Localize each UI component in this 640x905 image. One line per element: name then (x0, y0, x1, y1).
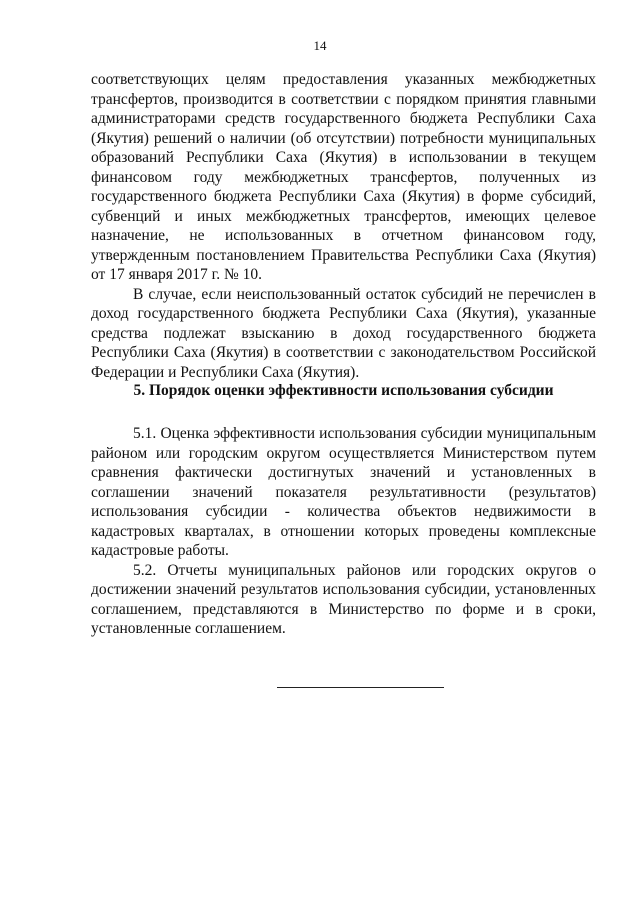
body-text-top (91, 70, 596, 382)
paragraph-unused-balance: В случае, если неиспользованный остаток субсидий не перечислен в доход государственного бюджета Республики Саха (Якутия), указанные средства подлежат взысканию в доход государственного бюджета Республики Саха (Якутия) в соответствии с законодательством Российской Федерации и Республики Саха (Якутия). (91, 285, 596, 381)
paragraph-5-1: 5.1. Оценка эффективности использования субсидии муниципальным районом или городским округом осуществляется Министерством путем сравнения фактически достигнутых значений и установленных в соглашении значений показателя результативности (результатов) использования субсидии - количества объектов недвижимости в кадастровых кварталах, в отношении которых проведены комплексные кадастровые работы. (91, 425, 596, 559)
section-heading: 5. Порядок оценки эффективности использования субсидии (133, 382, 554, 399)
paragraph-5-2: 5.2. Отчеты муниципальных районов или городских округов о достижении значений результатов использования субсидии, установленных соглашением, представляются в Министерство по форме и в сроки, установленные соглашением. (91, 561, 596, 637)
paragraph-continuation: соответствующих целям предоставления указанных межбюджетных трансфертов, производится в соответствии с порядком принятия главными администраторами средств государственного бюджета Республики Саха (Якутия) решений о наличии (об отсутствии) потребности муниципальных образований Республики Саха (Якутия) в использовании в текущем финансовом году межбюджетных трансфертов, полученных из государственного бюджета Республики Саха (Якутия) в форме субсидий, субвенций и иных межбюджетных трансфертов, имеющих целевое назначение, не использованных в отчетном финансовом году, утвержденным постановлением Правительства Республики Саха (Якутия) от 17 января 2017 г. № 10. (91, 71, 596, 283)
end-divider-line (277, 687, 444, 688)
body-text-section-5 (91, 424, 596, 639)
page-number: 14 (313, 38, 327, 53)
